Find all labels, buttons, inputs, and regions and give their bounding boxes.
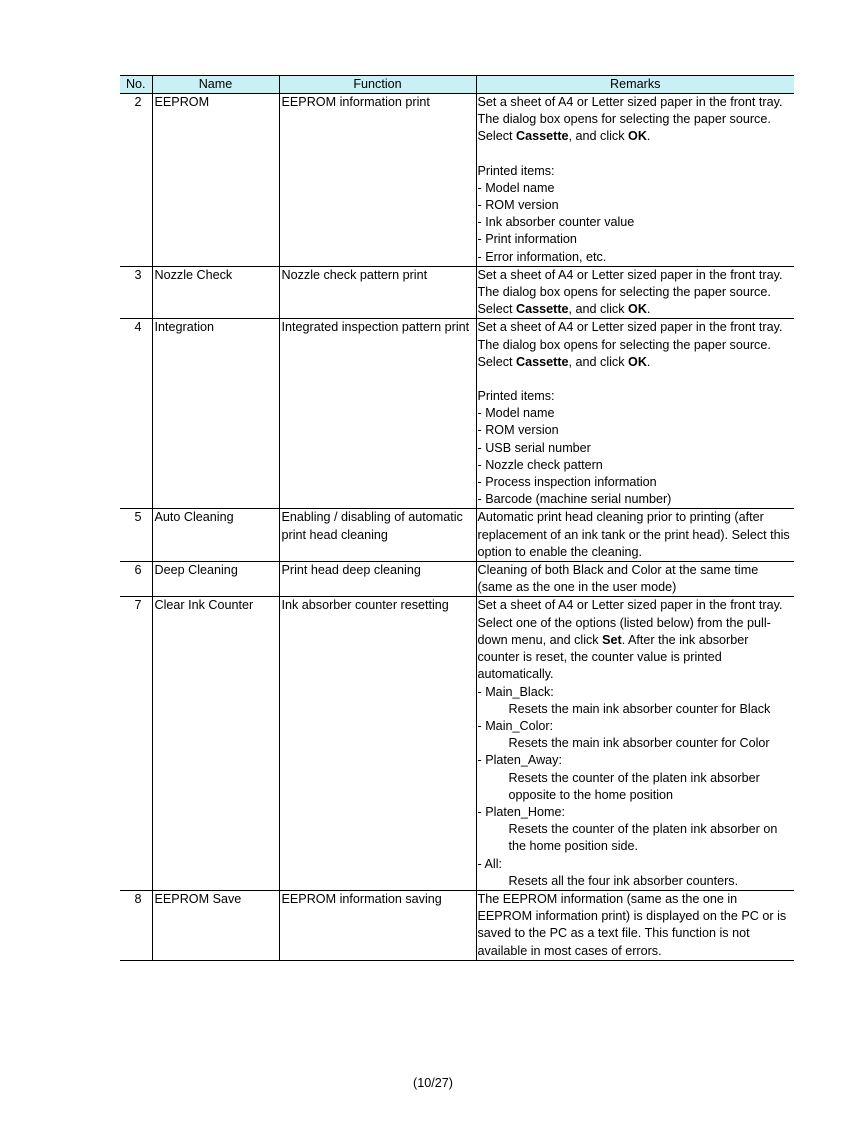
remarks-text: Cleaning of both Black and Color at the same time (same as the one in the user mode) xyxy=(477,563,759,595)
table-row xyxy=(120,562,794,597)
remarks-select-line: Select Cassette, and click OK. xyxy=(477,354,651,369)
table-row xyxy=(120,94,794,267)
option-label: - Platen_Home: xyxy=(477,804,565,819)
row-function: Ink absorber counter resetting xyxy=(279,597,476,890)
row-remarks xyxy=(476,890,794,960)
row-function: Print head deep cleaning xyxy=(279,562,476,597)
option-desc: Resets all the four ink absorber counters. xyxy=(508,873,739,888)
bold-ok: OK xyxy=(628,354,647,369)
option-label: - All: xyxy=(477,856,502,871)
printed-item: - Print information xyxy=(477,232,577,247)
table-row xyxy=(120,597,794,890)
printed-item: - Model name xyxy=(477,180,555,195)
row-number: 8 xyxy=(120,890,152,960)
row-number: 2 xyxy=(120,94,152,267)
printed-items-title: Printed items: xyxy=(477,163,555,178)
printed-item: - Barcode (machine serial number) xyxy=(477,492,672,507)
option-desc: Resets the main ink absorber counter for Black xyxy=(508,701,771,716)
option-label: - Main_Color: xyxy=(477,718,554,733)
row-function: Enabling / disabling of automatic print head cleaning xyxy=(279,509,476,562)
remarks-text: Set a sheet of A4 or Letter sized paper in the front tray. xyxy=(477,267,783,282)
option-label: - Platen_Away: xyxy=(477,753,562,768)
row-number: 4 xyxy=(120,319,152,509)
remarks-text: Set a sheet of A4 or Letter sized paper in the front tray. xyxy=(477,95,783,109)
printed-item: - Ink absorber counter value xyxy=(477,215,635,230)
remarks-text: Set a sheet of A4 or Letter sized paper in the front tray. xyxy=(477,598,783,613)
row-name: Deep Cleaning xyxy=(152,562,279,597)
table-row xyxy=(120,509,794,562)
remarks-text: Automatic print head cleaning prior to printing (after replacement of an ink tank or the print head). Select this option to enable the cleaning. xyxy=(477,510,790,559)
remarks-text: The dialog box opens for selecting the paper source. xyxy=(477,285,771,300)
printed-item: - Error information, etc. xyxy=(477,249,607,264)
row-remarks xyxy=(476,597,794,890)
remarks-select-line: Select Cassette, and click OK. xyxy=(477,129,651,144)
header-name: Name xyxy=(152,76,279,94)
row-number: 3 xyxy=(120,266,152,319)
printed-item: - Nozzle check pattern xyxy=(477,457,603,472)
row-name: EEPROM xyxy=(152,94,279,267)
printed-item: - ROM version xyxy=(477,423,559,438)
table-header-row xyxy=(120,76,794,94)
row-remarks xyxy=(476,562,794,597)
printed-item: - Process inspection information xyxy=(477,475,657,490)
row-name: Integration xyxy=(152,319,279,509)
option-label: - Main_Black: xyxy=(477,684,554,699)
bold-cassette: Cassette xyxy=(516,354,569,369)
printed-item: - Model name xyxy=(477,406,555,421)
table-row xyxy=(120,319,794,509)
row-number: 6 xyxy=(120,562,152,597)
bold-ok: OK xyxy=(628,129,647,144)
row-name: EEPROM Save xyxy=(152,890,279,960)
bold-cassette: Cassette xyxy=(516,129,569,144)
printed-item: - ROM version xyxy=(477,198,559,213)
row-name: Clear Ink Counter xyxy=(152,597,279,890)
option-desc: Resets the main ink absorber counter for Color xyxy=(508,736,770,751)
row-function: EEPROM information saving xyxy=(279,890,476,960)
row-remarks xyxy=(476,509,794,562)
header-remarks: Remarks xyxy=(476,76,794,94)
row-number: 5 xyxy=(120,509,152,562)
row-name: Auto Cleaning xyxy=(152,509,279,562)
remarks-text: The dialog box opens for selecting the paper source. xyxy=(477,112,771,127)
option-desc: Resets the counter of the platen ink absorber on the home position side. xyxy=(508,822,778,854)
remarks-select-line: Select one of the options (listed below) from the pull-down menu, and click Set. After the ink absorber counter is reset, the counter value is printed automatically. xyxy=(477,615,771,682)
printed-item: - USB serial number xyxy=(477,440,591,455)
table-row xyxy=(120,890,794,960)
bold-ok: OK xyxy=(628,302,647,317)
header-no: No. xyxy=(120,76,152,94)
bold-set: Set xyxy=(602,632,622,647)
row-function: Nozzle check pattern print xyxy=(279,266,476,319)
row-remarks xyxy=(476,94,794,267)
row-remarks xyxy=(476,266,794,319)
printed-items-title: Printed items: xyxy=(477,389,555,404)
maintenance-table xyxy=(120,75,794,961)
row-function: EEPROM information print xyxy=(279,94,476,267)
remarks-text: The dialog box opens for selecting the paper source. xyxy=(477,337,771,352)
row-number: 7 xyxy=(120,597,152,890)
bold-cassette: Cassette xyxy=(516,302,569,317)
header-function: Function xyxy=(279,76,476,94)
row-function: Integrated inspection pattern print xyxy=(279,319,476,509)
page-number: (10/27) xyxy=(413,1076,453,1090)
table-row xyxy=(120,266,794,319)
remarks-text: Set a sheet of A4 or Letter sized paper in the front tray. xyxy=(477,320,783,335)
row-remarks xyxy=(476,319,794,509)
option-desc: Resets the counter of the platen ink absorber opposite to the home position xyxy=(508,770,760,802)
remarks-select-line: Select Cassette, and click OK. xyxy=(477,302,651,317)
remarks-text: The EEPROM information (same as the one in EEPROM information print) is displayed on the PC or is saved to the PC as a text file. This function is not available in most cases of errors. xyxy=(477,891,787,958)
row-name: Nozzle Check xyxy=(152,266,279,319)
